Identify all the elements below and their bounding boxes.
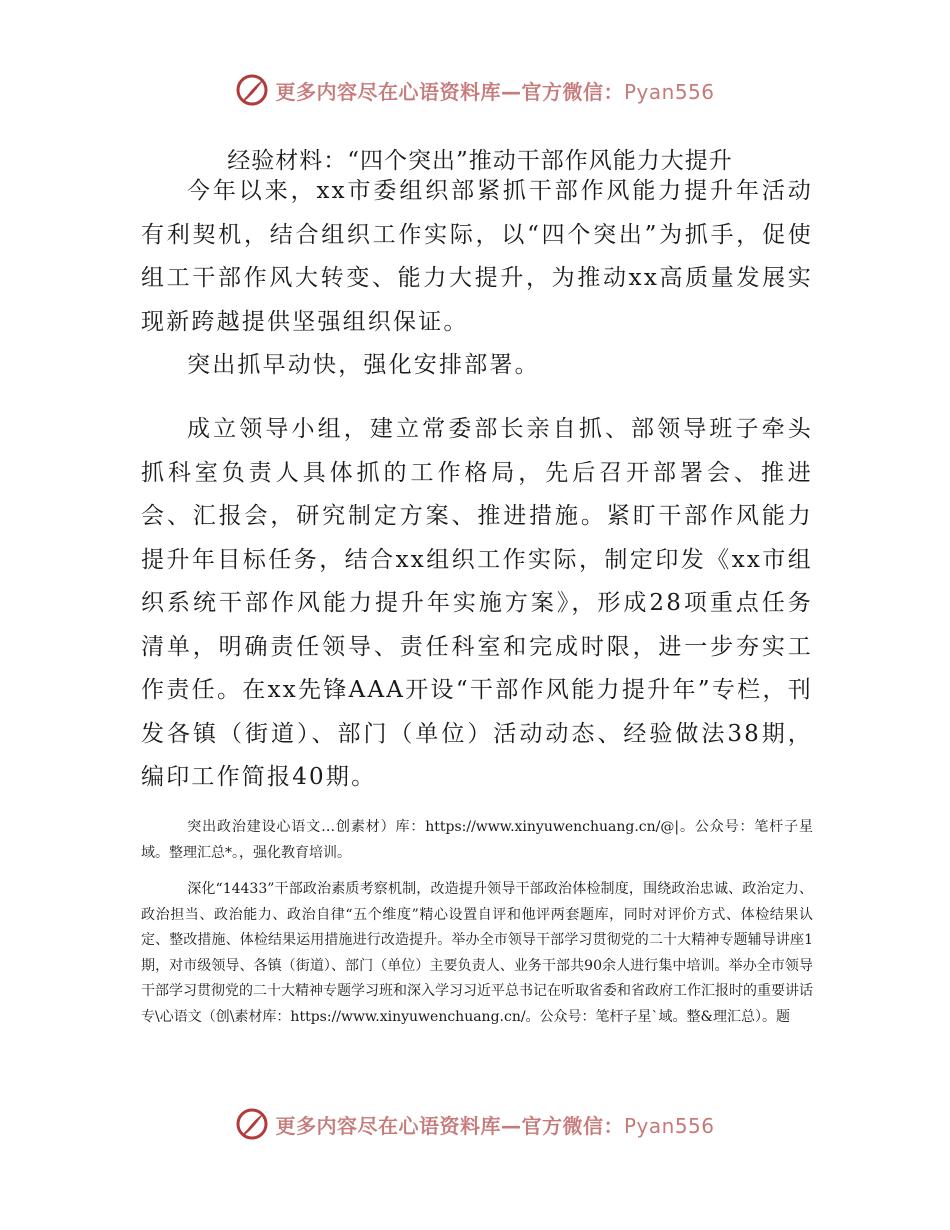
section-heading-1: 突出抓早动快，强化安排部署。 bbox=[187, 352, 540, 378]
quill-logo-icon bbox=[235, 1107, 269, 1141]
quill-logo-icon bbox=[235, 73, 269, 107]
section-heading-2: 突出政治建设心语文…创素材）库：https://www.xinyuwenchuang.cn/@|。公众号：笔杆子星域。整理汇总*。，强化教育培训。 bbox=[141, 819, 813, 861]
paragraph-body-2: 深化“14433”干部政治素质考察机制，改造提升领导干部政治体检制度，围绕政治忠诚、政治定力、政治担当、政治能力、政治自律“五个维度”精心设置自评和他评两套题库，同时对评价方式、体检结果认定、整改措施、体检结果运用措施进行改造提升。举办全市领导干部学习贯彻党的二十大精神专题辅导讲座1期，对市级领导、各镇（街道）、部门（单位）主要负责人、业务干部共90余人进行集中培训。举办全市领导干部学习贯彻党的二十大精神专题学习班和深入学习习近平总书记在听取省委和省政府工作汇报时的重要讲话专\心语文（创\素材库：https://www.xinyuwenchuang.cn/。公众号：笔杆子星`域。整&理汇总）。题 bbox=[141, 881, 813, 1025]
paragraph-intro: 今年以来，xx市委组织部紧抓干部作风能力提升年活动有利契机，结合组织工作实际，以“四个突出”为抓手，促使组工干部作风大转变、能力大提升，为推动xx高质量发展实现新跨越提供坚强组织保证。 bbox=[141, 178, 813, 335]
banner-text: 更多内容尽在心语资料库—官方微信：Pyan556 bbox=[275, 1113, 715, 1138]
document-title: 经验材料：“四个突出”推动干部作风能力大提升 bbox=[227, 148, 733, 174]
header-banner bbox=[0, 70, 950, 110]
wechat-id: Pyan556 bbox=[623, 79, 715, 104]
wechat-id: Pyan556 bbox=[623, 1113, 715, 1138]
paragraph-body-1: 成立领导小组，建立常委部长亲自抓、部领导班子牵头抓科室负责人具体抓的工作格局，先后召开部署会、推进会、汇报会，研究制定方案、推进措施。紧盯干部作风能力提升年目标任务，结合xx组织工作实际，制定印发《xx市组织系统干部作风能力提升年实施方案》，形成28项重点任务清单，明确责任领导、责任科室和完成时限，进一步夯实工作责任。在xx先锋AAA开设“干部作风能力提升年”专栏，刊发各镇（街道）、部门（单位）活动动态、经验做法38期，编印工作简报40期。 bbox=[141, 416, 813, 790]
footer-banner bbox=[0, 1104, 950, 1144]
banner-text: 更多内容尽在心语资料库—官方微信：Pyan556 bbox=[275, 79, 715, 104]
